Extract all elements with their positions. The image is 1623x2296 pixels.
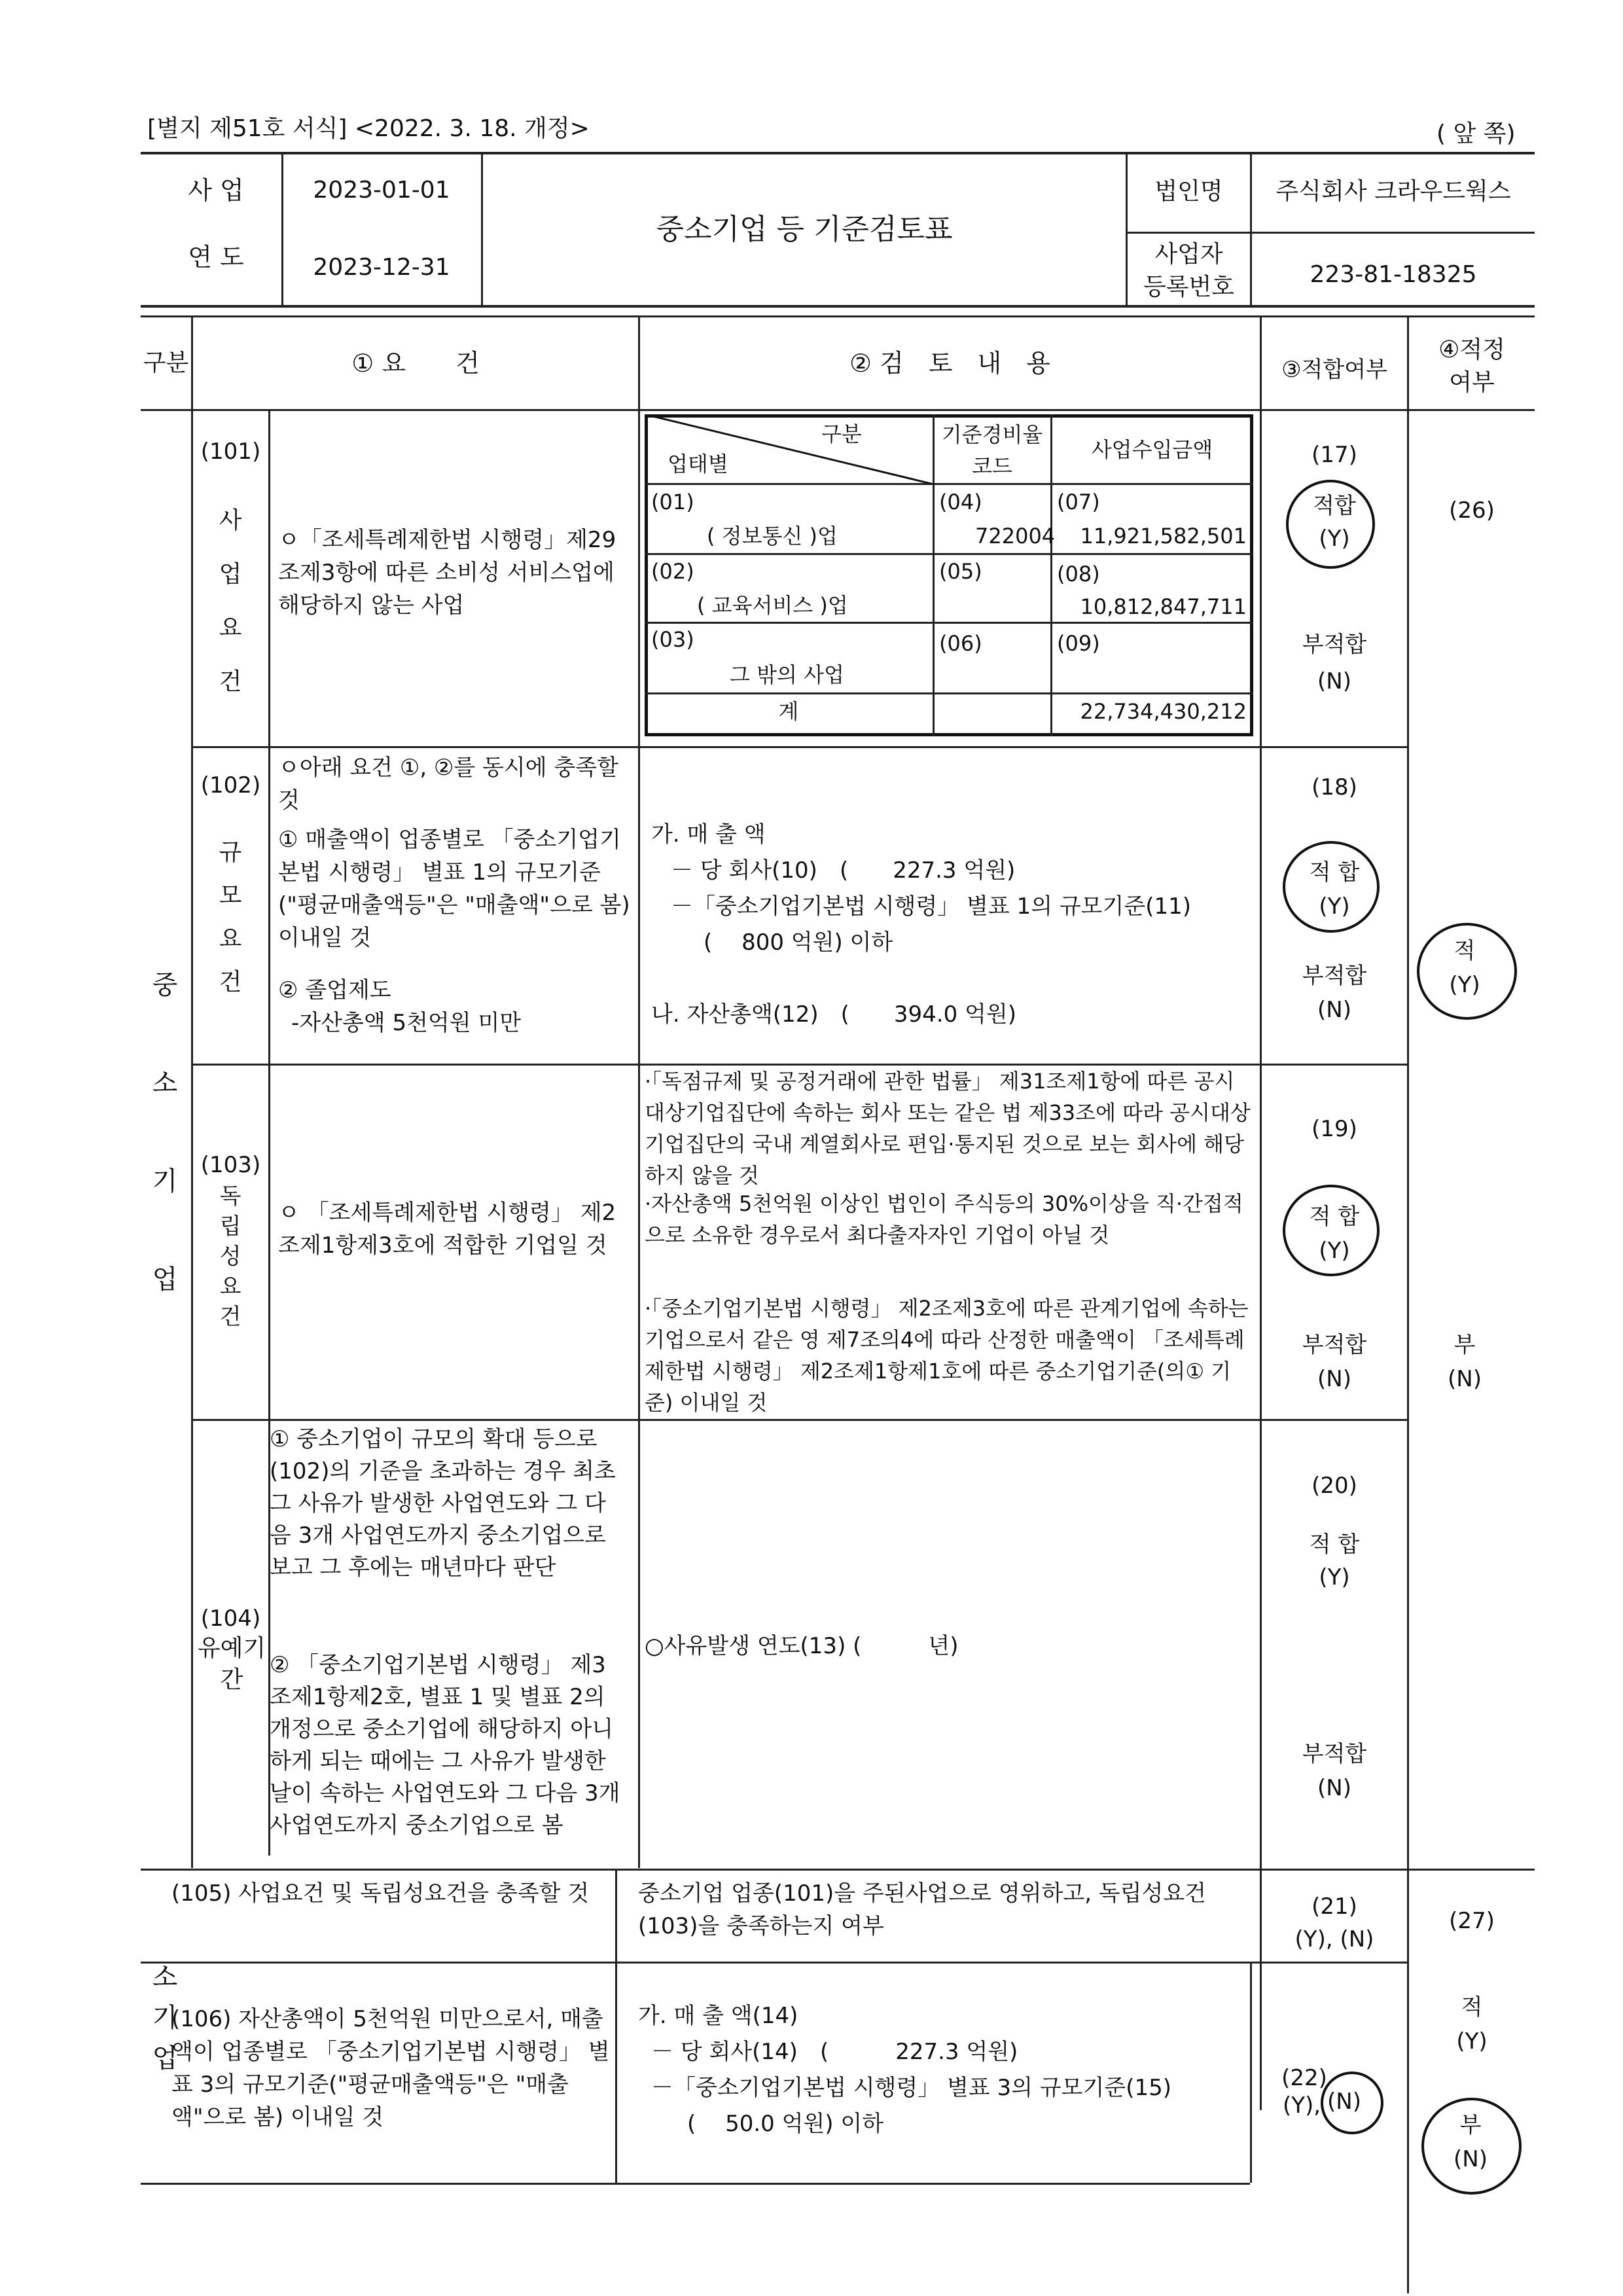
r104-fit-code: (20) — [1311, 1473, 1357, 1499]
section-label-medium: 중소기업 — [152, 970, 178, 1295]
r101-fit-yes: 적합 — [1313, 493, 1356, 519]
r101-head-business: 업태별 — [668, 452, 728, 476]
r102-review-4: ( 800 억원) 이하 — [704, 929, 893, 956]
r102-review-3: －「중소기업기본법 시행령」 별표 1의 규모기준(11) — [671, 893, 1192, 920]
r101-proper-code: (26) — [1449, 497, 1495, 524]
r101-row2-name: ( 교육서비스 )업 — [697, 593, 848, 618]
r102-fit-no-code: (N) — [1317, 997, 1351, 1023]
page-side-label: ( 앞 쪽) — [1436, 120, 1516, 147]
r101-row3-code-c: (09) — [1057, 631, 1100, 656]
r105-review: 중소기업 업종(101)을 주된사업으로 영위하고, 독립성요건(103)을 충족하는지 여부 — [638, 1880, 1207, 1939]
small-proper-yes-code: (Y) — [1456, 2028, 1488, 2054]
section-label-small: 소기업 — [152, 1962, 178, 2073]
r102-review-1: 가. 매 출 액 — [651, 821, 766, 848]
r101-head-category: 구분 — [821, 422, 862, 446]
r101-row1-name: ( 정보통신 )업 — [707, 524, 838, 548]
r101-code: (101) — [200, 439, 261, 465]
r106-fit-code: (22) — [1281, 2065, 1327, 2091]
r101-row2-code-a: (02) — [651, 559, 694, 584]
r105-fit-yn: (Y), (N) — [1294, 1926, 1374, 1952]
r101-head-std-code: 기준경비율코드 — [941, 422, 1043, 478]
r102-fit-code: (18) — [1311, 774, 1357, 800]
r101-row2-code-b: (05) — [939, 559, 982, 584]
form-number: [별지 제51호 서식] <2022. 3. 18. 개정> — [147, 115, 590, 142]
r104-review: ○사유발생 연도(13) ( 년) — [645, 1633, 959, 1659]
r106-review-1: 가. 매 출 액(14) — [638, 2003, 798, 2029]
r104-code: (104) — [200, 1605, 261, 1632]
r101-row3-code-b: (06) — [939, 631, 982, 656]
reg-no-label-2: 등록번호 — [1143, 274, 1235, 300]
r102-req-4: -자산총액 5천억원 미만 — [291, 1010, 522, 1036]
r104-req-2: ② 「중소기업기본법 시행령」 제3조제1항제2호, 별표 1 및 별표 2의 개정으로 중소기업에 해당하지 아니하게 되는 때에는 그 사유가 발생한 날이 속하는 사업연도와 그 다음 3개 사업연도까지 중소기업으로 봄 — [270, 1652, 620, 1839]
r103-review-2: ·자산총액 5천억원 이상인 법인이 주식등의 30%이상을 직·간접적으로 소유한 경우로서 최다출자자인 기업이 아닐 것 — [645, 1191, 1243, 1247]
small-proper-yes: 적 — [1461, 1994, 1483, 2020]
r101-row1-code-c: (07) — [1057, 490, 1100, 514]
r102-fit-yes: 적 합 — [1309, 859, 1360, 886]
r101-row3-code-a: (03) — [651, 627, 694, 652]
medium-proper-no: 부 — [1454, 1332, 1476, 1358]
r101-row1-amount: 11,921,582,501 — [1080, 524, 1247, 548]
r103-fit-no-code: (N) — [1317, 1366, 1351, 1392]
r101-row1-code-a: (01) — [651, 490, 694, 514]
r106-review-2: － 당 회사(14) ( 227.3 억원) — [651, 2039, 1018, 2065]
header-review: ② 검 토 내 용 — [849, 349, 1050, 378]
medium-proper-no-code: (N) — [1448, 1366, 1482, 1392]
r104-req-1: ① 중소기업이 규모의 확대 등으로 (102)의 기준을 초과하는 경우 최초 그 사유가 발생한 사업연도와 그 다음 3개 사업연도까지 중소기업으로 보고 그 후에는 매년마다 판단 — [270, 1426, 616, 1581]
r102-req-3: ② 졸업제도 — [278, 977, 391, 1003]
r106-review-3: －「중소기업기본법 시행령」 별표 3의 규모기준(15) — [651, 2075, 1172, 2101]
header-requirement: ① 요 건 — [351, 349, 480, 378]
r101-row2-code-c: (08) — [1057, 562, 1100, 586]
corp-name-label: 법인명 — [1154, 178, 1223, 205]
r101-total: 22,734,430,212 — [1080, 699, 1247, 724]
r104-fit-yes-code: (Y) — [1319, 1564, 1350, 1590]
medium-proper-yes-code: (Y) — [1449, 972, 1480, 998]
business-year-label-2: 연 도 — [188, 243, 244, 272]
r105-requirement: (105) 사업요건 및 독립성요건을 충족할 것 — [171, 1880, 590, 1907]
business-year-label: 사 업 — [188, 176, 244, 205]
medium-proper-yes: 적 — [1454, 938, 1476, 964]
r101-head-amount: 사업수입금액 — [1091, 437, 1213, 462]
r101-requirement: ㅇ「조세특례제한법 시행령」제29조제3항에 따른 소비성 서비스업에 해당하지 않는 사업 — [278, 527, 616, 619]
year-start-date: 2023-01-01 — [313, 177, 450, 204]
r101-row3-name: 그 밖의 사업 — [730, 662, 844, 687]
r106-fit-yes: (Y), — [1283, 2092, 1321, 2119]
r105-proper-code: (27) — [1449, 1908, 1495, 1934]
r103-fit-code: (19) — [1311, 1116, 1357, 1142]
year-end-date: 2023-12-31 — [313, 254, 450, 281]
r101-row2-amount: 10,812,847,711 — [1080, 594, 1247, 619]
r103-review-1: ·「독점규제 및 공정거래에 관한 법률」 제31조제1항에 따른 공시대상기업집단에 속하는 회사 또는 같은 법 제33조에 따라 공시대상기업집단의 국내 계열회사로 편입·통지된 것으로 보는 회사에 해당하지 않을 것 — [645, 1069, 1251, 1188]
r102-req-2: ① 매출액이 업종별로 「중소기업기본법 시행령」 별표 1의 규모기준("평균매출액등"은 "매출액"으로 봄) 이내일 것 — [278, 827, 630, 951]
header-fitness: ③적합여부 — [1281, 357, 1387, 383]
r103-fit-yes: 적 합 — [1309, 1204, 1360, 1230]
r101-fit-code: (17) — [1311, 442, 1357, 468]
r104-fit-no-code: (N) — [1317, 1775, 1351, 1801]
r102-label: 규모요건 — [219, 839, 242, 996]
r103-code: (103) — [200, 1152, 261, 1178]
r106-review-4: ( 50.0 억원) 이하 — [687, 2111, 884, 2137]
r103-label: 독립성요건 — [219, 1183, 241, 1330]
r102-code: (102) — [200, 772, 261, 798]
r101-fit-yes-code: (Y) — [1319, 526, 1350, 552]
r105-fit-code: (21) — [1311, 1893, 1357, 1920]
corp-name: 주식회사 크라우드웍스 — [1275, 178, 1511, 205]
small-proper-no-code: (N) — [1454, 2146, 1488, 2172]
r101-total-label: 계 — [778, 699, 799, 724]
r102-fit-no: 부적합 — [1302, 963, 1367, 989]
header-propriety-2: 여부 — [1449, 369, 1495, 396]
r101-row1-std: 722004 — [975, 524, 1056, 548]
reg-no-label: 사업자 — [1154, 241, 1223, 268]
small-proper-no: 부 — [1459, 2112, 1482, 2138]
r102-review-5: 나. 자산총액(12) ( 394.0 억원) — [651, 1001, 1016, 1028]
r104-fit-yes: 적 합 — [1309, 1532, 1360, 1558]
header-category: 구분 — [143, 350, 189, 376]
r102-req-1: ㅇ아래 요건 ①, ②를 동시에 충족할 것 — [278, 755, 618, 814]
r106-requirement: (106) 자산총액이 5천억원 미만으로서, 매출액이 업종별로 「중소기업기본법 시행령」 별표 3의 규모기준("평균매출액등"은 "매출액"으로 봄) 이내일 것 — [171, 2006, 610, 2130]
header-propriety: ④적정 — [1438, 336, 1505, 363]
r102-review-2: － 당 회사(10) ( 227.3 억원) — [671, 857, 1016, 884]
r106-fit-no: (N) — [1327, 2089, 1361, 2115]
r103-fit-no: 부적합 — [1302, 1332, 1367, 1358]
r103-fit-yes-code: (Y) — [1319, 1238, 1350, 1264]
r103-requirement: ㅇ 「조세특례제한법 시행령」 제2조제1항제3호에 적합한 기업일 것 — [278, 1200, 616, 1259]
r101-label: 사업요건 — [219, 507, 242, 695]
r102-fit-yes-code: (Y) — [1319, 893, 1350, 920]
r104-label: 유예기간 — [197, 1635, 266, 1693]
page-title: 중소기업 등 기준검토표 — [656, 213, 953, 246]
r101-fit-no: 부적합 — [1302, 632, 1367, 658]
r101-row1-code-b: (04) — [939, 490, 982, 514]
reg-no: 223-81-18325 — [1310, 261, 1477, 288]
r101-fit-no-code: (N) — [1317, 668, 1351, 694]
r103-review-3: ·「중소기업기본법 시행령」 제2조제3호에 따른 관계기업에 속하는 기업으로서 같은 영 제7조의4에 따라 산정한 매출액이 「조세특례제한법 시행령」 제2조제1항제1호에 따른 중소기업기준(의① 기준) 이내일 것 — [645, 1296, 1249, 1415]
r104-fit-no: 부적합 — [1302, 1741, 1367, 1767]
